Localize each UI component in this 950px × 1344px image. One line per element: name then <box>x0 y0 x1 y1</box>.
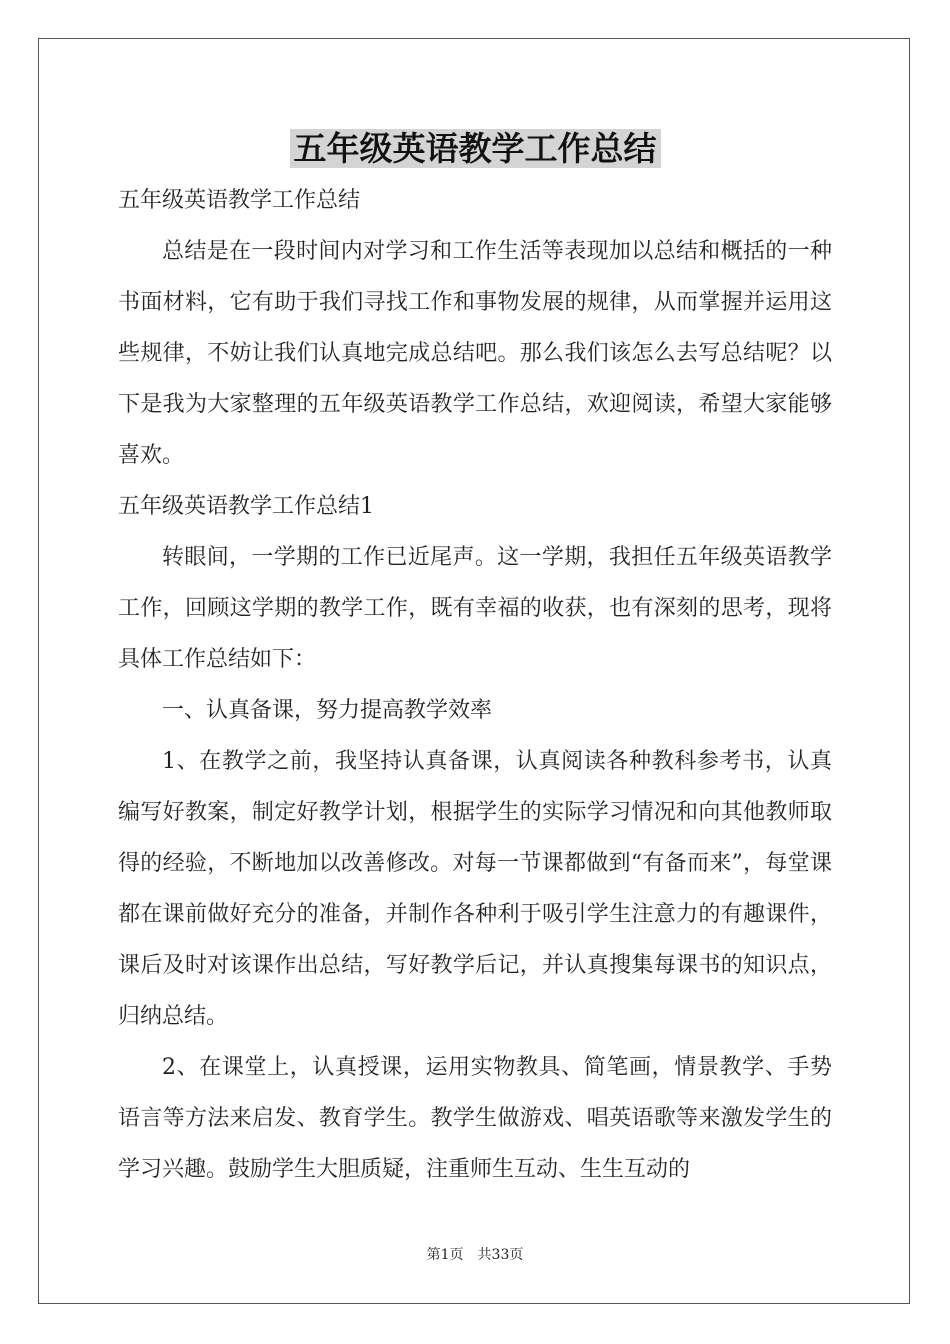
section-heading: 一、认真备课，努力提高教学效率 <box>162 698 493 723</box>
paragraph: 转眼间，一学期的工作已近尾声。这一学期，我担任五年级英语教学工作，回顾这学期的教学工作，既有幸福的收获，也有深刻的思考，现将具体工作总结如下： <box>118 545 832 672</box>
page-footer: 第1页 共33页 <box>426 1247 524 1263</box>
paragraph-heading: 五年级英语教学工作总结 <box>118 188 361 213</box>
paragraph-heading: 五年级英语教学工作总结1 <box>118 494 374 519</box>
document-title-wrap <box>0 128 950 170</box>
paragraph: 总结是在一段时间内对学习和工作生活等表现加以总结和概括的一种书面材料，它有助于我们寻找工作和事物发展的规律，从而掌握并运用这些规律，不妨让我们认真地完成总结吧。那么我们该怎么去写总结呢？以下是我为大家整理的五年级英语教学工作总结，欢迎阅读，希望大家能够喜欢。 <box>118 239 832 468</box>
document-title: 五年级英语教学工作总结 <box>290 129 661 168</box>
paragraph: 2、在课堂上，认真授课，运用实物教具、简笔画，情景教学、手势语言等方法来启发、教育学生。教学生做游戏、唱英语歌等来激发学生的学习兴趣。鼓励学生大胆质疑，注重师生互动、生生互动的 <box>118 1055 832 1182</box>
document-body <box>118 175 832 1195</box>
paragraph: 1、在教学之前，我坚持认真备课，认真阅读各种教科参考书，认真编写好教案，制定好教学计划，根据学生的实际学习情况和向其他教师取得的经验，不断地加以改善修改。对每一节课都做到“有备而来”，每堂课都在课前做好充分的准备，并制作各种利于吸引学生注意力的有趣课件，课后及时对该课作出总结，写好教学后记，并认真搜集每课书的知识点，归纳总结。 <box>118 749 832 1029</box>
